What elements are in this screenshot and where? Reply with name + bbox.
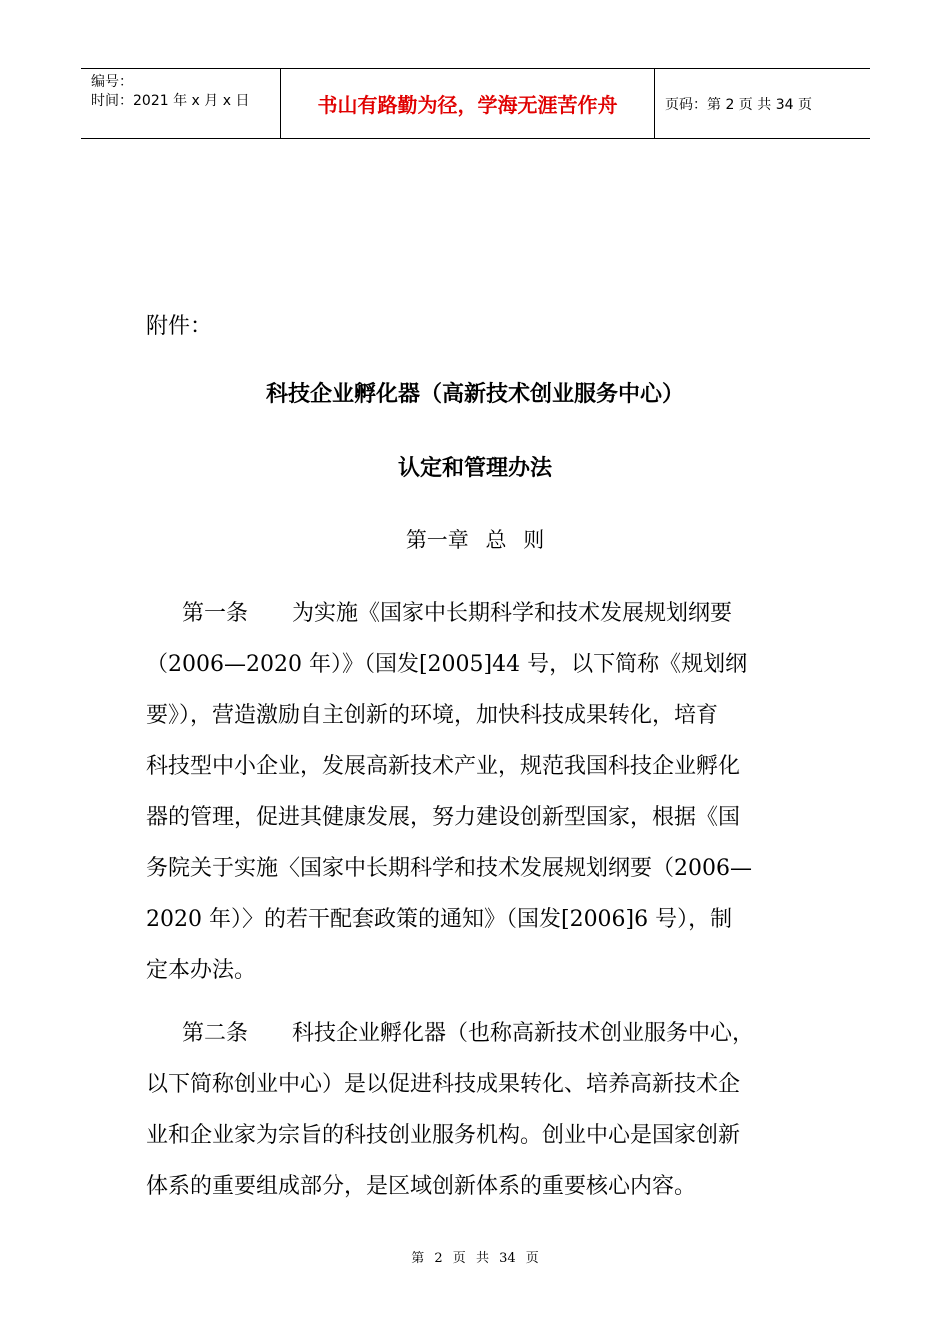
chapter-heading — [0, 524, 950, 554]
article-1-line: 定本办法。 — [146, 958, 257, 983]
chapter-number: 第一章 — [405, 528, 469, 552]
article-1-line: （2006—2020 年）》（国发[2005]44 号，以下简称《规划纲 — [146, 652, 748, 677]
header-motto: 书山有路勤为径，学海无涯苦作舟 — [281, 69, 655, 138]
article-1-line: 为实施《国家中长期科学和技术发展规划纲要 — [292, 601, 733, 626]
article-2-line: 业和企业家为宗旨的科技创业服务机构。创业中心是国家创新 — [146, 1123, 741, 1148]
article-2-line: 体系的重要组成部分，是区域创新体系的重要核心内容。 — [146, 1174, 697, 1199]
footer-total-pages: 34 — [499, 1251, 516, 1266]
header-meta — [81, 69, 281, 138]
page-header — [81, 68, 870, 139]
document-title-line-1: 科技企业孵化器（高新技术创业服务中心） — [265, 382, 684, 407]
article-1-line: 2020 年）〉的若干配套政策的通知》（国发[2006]6 号），制 — [146, 907, 733, 932]
footer-total-prefix: 共 — [475, 1251, 489, 1266]
attachment-label: 附件： — [146, 314, 213, 339]
article-1-line: 要》），营造激励自主创新的环境，加快科技成果转化，培育 — [146, 703, 719, 728]
article-1-line: 科技型中小企业，发展高新技术产业，规范我国科技企业孵化 — [146, 754, 741, 779]
article-2-label: 第二条 — [182, 1021, 249, 1046]
chapter-name-part-2: 则 — [523, 528, 545, 552]
footer-page-unit: 页 — [452, 1251, 466, 1266]
footer-prefix: 第 — [411, 1251, 425, 1266]
document-time: 时间：2021 年 x 月 x 日 — [91, 93, 250, 109]
footer-page-number: 2 — [434, 1251, 443, 1266]
article-1 — [146, 588, 806, 996]
article-2-line: 科技企业孵化器（也称高新技术创业服务中心， — [292, 1021, 755, 1046]
footer-suffix: 页 — [525, 1251, 539, 1266]
document-number-label: 编号： — [91, 74, 133, 90]
page-footer — [0, 1247, 950, 1266]
document-title-line-2: 认定和管理办法 — [397, 456, 552, 481]
article-1-label: 第一条 — [182, 601, 249, 626]
article-2-line: 以下简称创业中心）是以促进科技成果转化、培养高新技术企 — [146, 1072, 741, 1097]
article-1-line: 器的管理，促进其健康发展，努力建设创新型国家，根据《国 — [146, 805, 741, 830]
chapter-name-part-1: 总 — [485, 528, 507, 552]
article-1-line: 务院关于实施〈国家中长期科学和技术发展规划纲要（2006— — [146, 856, 752, 881]
header-page-info: 页码：第 2 页 共 34 页 — [665, 96, 812, 113]
article-2 — [146, 1008, 806, 1212]
